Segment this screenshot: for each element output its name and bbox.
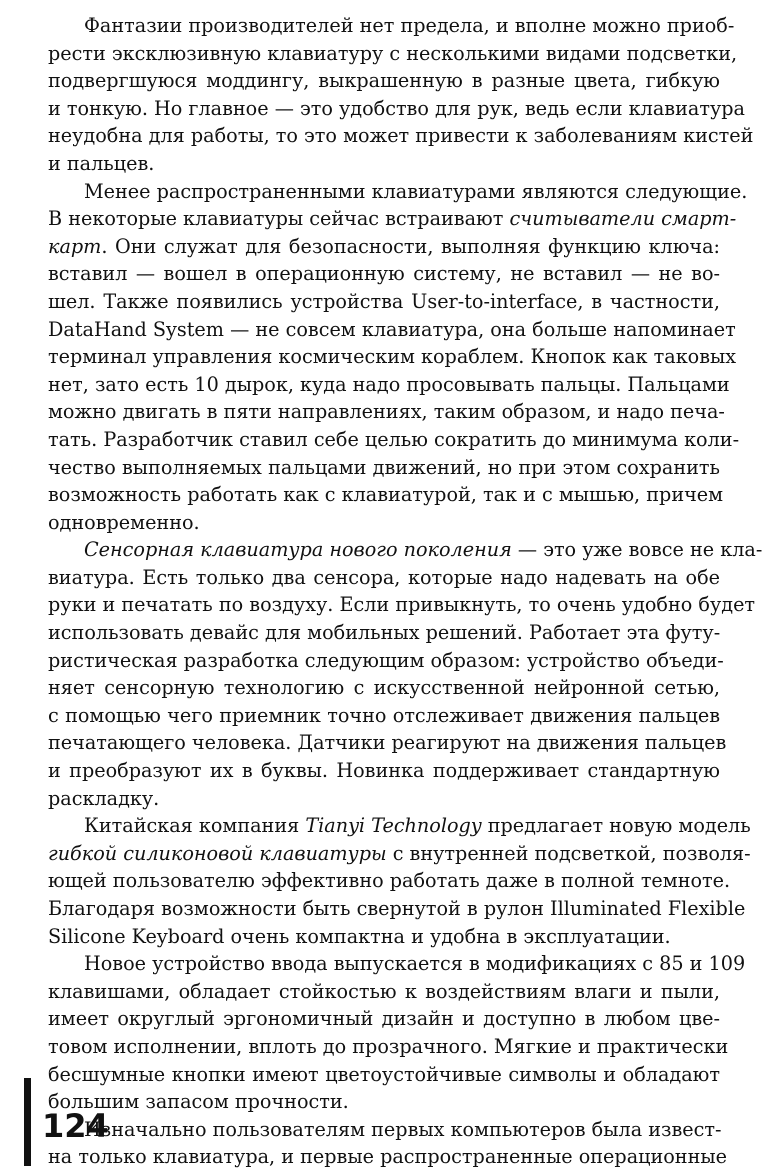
text-line (48, 233, 720, 261)
text-segment: большим запасом прочности. (48, 1090, 349, 1114)
text-line (48, 316, 736, 344)
page-number-bar (24, 1078, 31, 1166)
text-segment: Silicone Keyboard очень компактна и удобна в эксплуатации. (48, 924, 671, 948)
text-line (48, 840, 751, 868)
text-segment: ристическая разработка следующим образом: устройство объеди- (48, 648, 724, 672)
text-segment: бесшумные кнопки имеют цветоустойчивые символы и обладают (48, 1062, 720, 1086)
text-line (48, 12, 735, 40)
text-line (48, 1088, 720, 1116)
text-line (48, 757, 720, 785)
paragraph (48, 950, 746, 1116)
text-line (48, 729, 727, 757)
text-segment: на только клавиатура, и первые распространенные операционные (48, 1145, 728, 1169)
text-segment: чество выполняемых пальцами движений, но при этом сохранить (48, 455, 720, 479)
paragraph (48, 812, 751, 950)
text-line (48, 1005, 720, 1033)
text-segment: няет сенсорную технологию с искусственной нейронной сетью, (48, 676, 720, 700)
text-segment: . Они служат для безопасности, выполняя функцию ключа: (101, 234, 720, 258)
text-line (48, 509, 720, 537)
text-line (48, 785, 720, 813)
text-segment: DataHand System — не совсем клавиатура, она больше напоминает (48, 317, 736, 341)
text-line (48, 923, 720, 951)
text-line (48, 647, 724, 675)
page-number: 124 (42, 1107, 109, 1145)
text-segment: неудобна для работы, то это может привести к заболеваниям кистей (48, 124, 754, 148)
paragraph (48, 536, 762, 812)
text-segment: можно двигать в пяти направлениях, таким образом, и надо печа- (48, 400, 725, 424)
text-segment: и тонкую. Но главное — это удобство для рук, ведь если клавиатура (48, 96, 745, 120)
text-line (48, 122, 754, 150)
paragraph (48, 178, 748, 537)
text-segment: предлагает новую модель (481, 814, 751, 838)
text-segment: руки и печатать по воздуху. Если привыкнуть, то очень удобно будет (48, 593, 756, 617)
text-segment: вставил — вошел в операционную систему, не вставил — не во- (48, 262, 720, 286)
text-line (48, 178, 748, 206)
text-segment: клавишами, обладает стойкостью к воздействиям влаги и пыли, (48, 979, 720, 1003)
text-line (48, 1143, 728, 1171)
text-segment: терминал управления космическим кораблем. Кнопок как таковых (48, 345, 737, 369)
text-line (48, 1116, 720, 1144)
text-line (48, 40, 738, 68)
paragraph (48, 12, 754, 178)
italic-term: считыватели смарт- (509, 207, 737, 231)
text-line (48, 702, 720, 730)
text-line (48, 288, 720, 316)
text-segment: с помощью чего приемник точно отслеживает движения пальцев (48, 703, 720, 727)
text-line (48, 371, 730, 399)
text-segment: и преобразуют их в буквы. Новинка поддерживает стандартную (48, 759, 720, 783)
text-line (48, 150, 720, 178)
body-text (48, 12, 762, 1171)
text-line (48, 812, 751, 840)
text-segment: — это уже вовсе не кла- (511, 538, 762, 562)
text-line (48, 1061, 720, 1089)
text-line (48, 564, 720, 592)
text-line (48, 398, 725, 426)
text-segment: возможность работать как с клавиатурой, так и с мышью, причем (48, 483, 724, 507)
italic-term: гибкой силиконовой клавиатуры (48, 841, 387, 865)
text-segment: использовать девайс для мобильных решений. Работает эта футу- (48, 621, 721, 645)
text-segment: тать. Разработчик ставил себе целью сократить до минимума коли- (48, 427, 740, 451)
text-segment: Менее распространенными клавиатурами являются следующие. (84, 179, 748, 203)
text-segment: Фантазии производителей нет предела, и вполне можно приоб- (84, 14, 735, 37)
text-segment: имеет округлый эргономичный дизайн и доступно в любом цве- (48, 1007, 720, 1031)
text-segment: одновременно. (48, 510, 200, 534)
paragraph (48, 1116, 728, 1171)
text-segment: Новое устройство ввода выпускается в модификациях с 85 и 109 (84, 952, 746, 976)
text-line (48, 454, 720, 482)
text-line (48, 1033, 729, 1061)
text-line (48, 591, 756, 619)
text-line (48, 260, 720, 288)
text-segment: В некоторые клавиатуры сейчас встраивают (48, 207, 510, 231)
text-segment: печатающего человека. Датчики реагируют на движения пальцев (48, 731, 727, 755)
text-segment: шел. Также появились устройства User-to-interface, в частности, (48, 289, 720, 313)
text-segment: и пальцев. (48, 151, 155, 175)
text-segment: рести эксклюзивную клавиатуру с несколькими видами подсветки, (48, 41, 738, 65)
italic-term: Tianyi Technology (305, 814, 482, 838)
text-line (48, 619, 720, 647)
text-segment: ющей пользователю эффективно работать даже в полной темноте. (48, 869, 731, 893)
text-line (48, 343, 737, 371)
text-line (48, 95, 745, 123)
italic-term: Сенсорная клавиатура нового поколения (84, 538, 512, 562)
text-segment: Изначально пользователям первых компьютеров была извест- (84, 1117, 722, 1141)
italic-term: карт (48, 234, 102, 258)
text-line (48, 674, 720, 702)
text-line (48, 205, 737, 233)
text-segment: Благодаря возможности быть свернутой в рулон Illuminated Flexible (48, 897, 746, 920)
text-line (48, 481, 724, 509)
text-line (48, 950, 746, 978)
text-segment: раскладку. (48, 786, 160, 810)
text-line (48, 978, 720, 1006)
text-segment: товом исполнении, вплоть до прозрачного. Мягкие и практически (48, 1034, 729, 1058)
text-segment: нет, зато есть 10 дырок, куда надо просовывать пальцы. Пальцами (48, 372, 730, 396)
text-segment: подвергшуюся моддингу, выкрашенную в разные цвета, гибкую (48, 69, 720, 93)
text-line (48, 536, 762, 564)
text-segment: виатура. Есть только два сенсора, которые надо надевать на обе (48, 565, 720, 589)
text-line (48, 867, 731, 895)
text-line (48, 895, 746, 923)
text-segment: с внутренней подсветкой, позволя- (386, 841, 751, 865)
text-line (48, 67, 720, 95)
text-segment: Китайская компания (84, 814, 306, 838)
text-line (48, 426, 740, 454)
